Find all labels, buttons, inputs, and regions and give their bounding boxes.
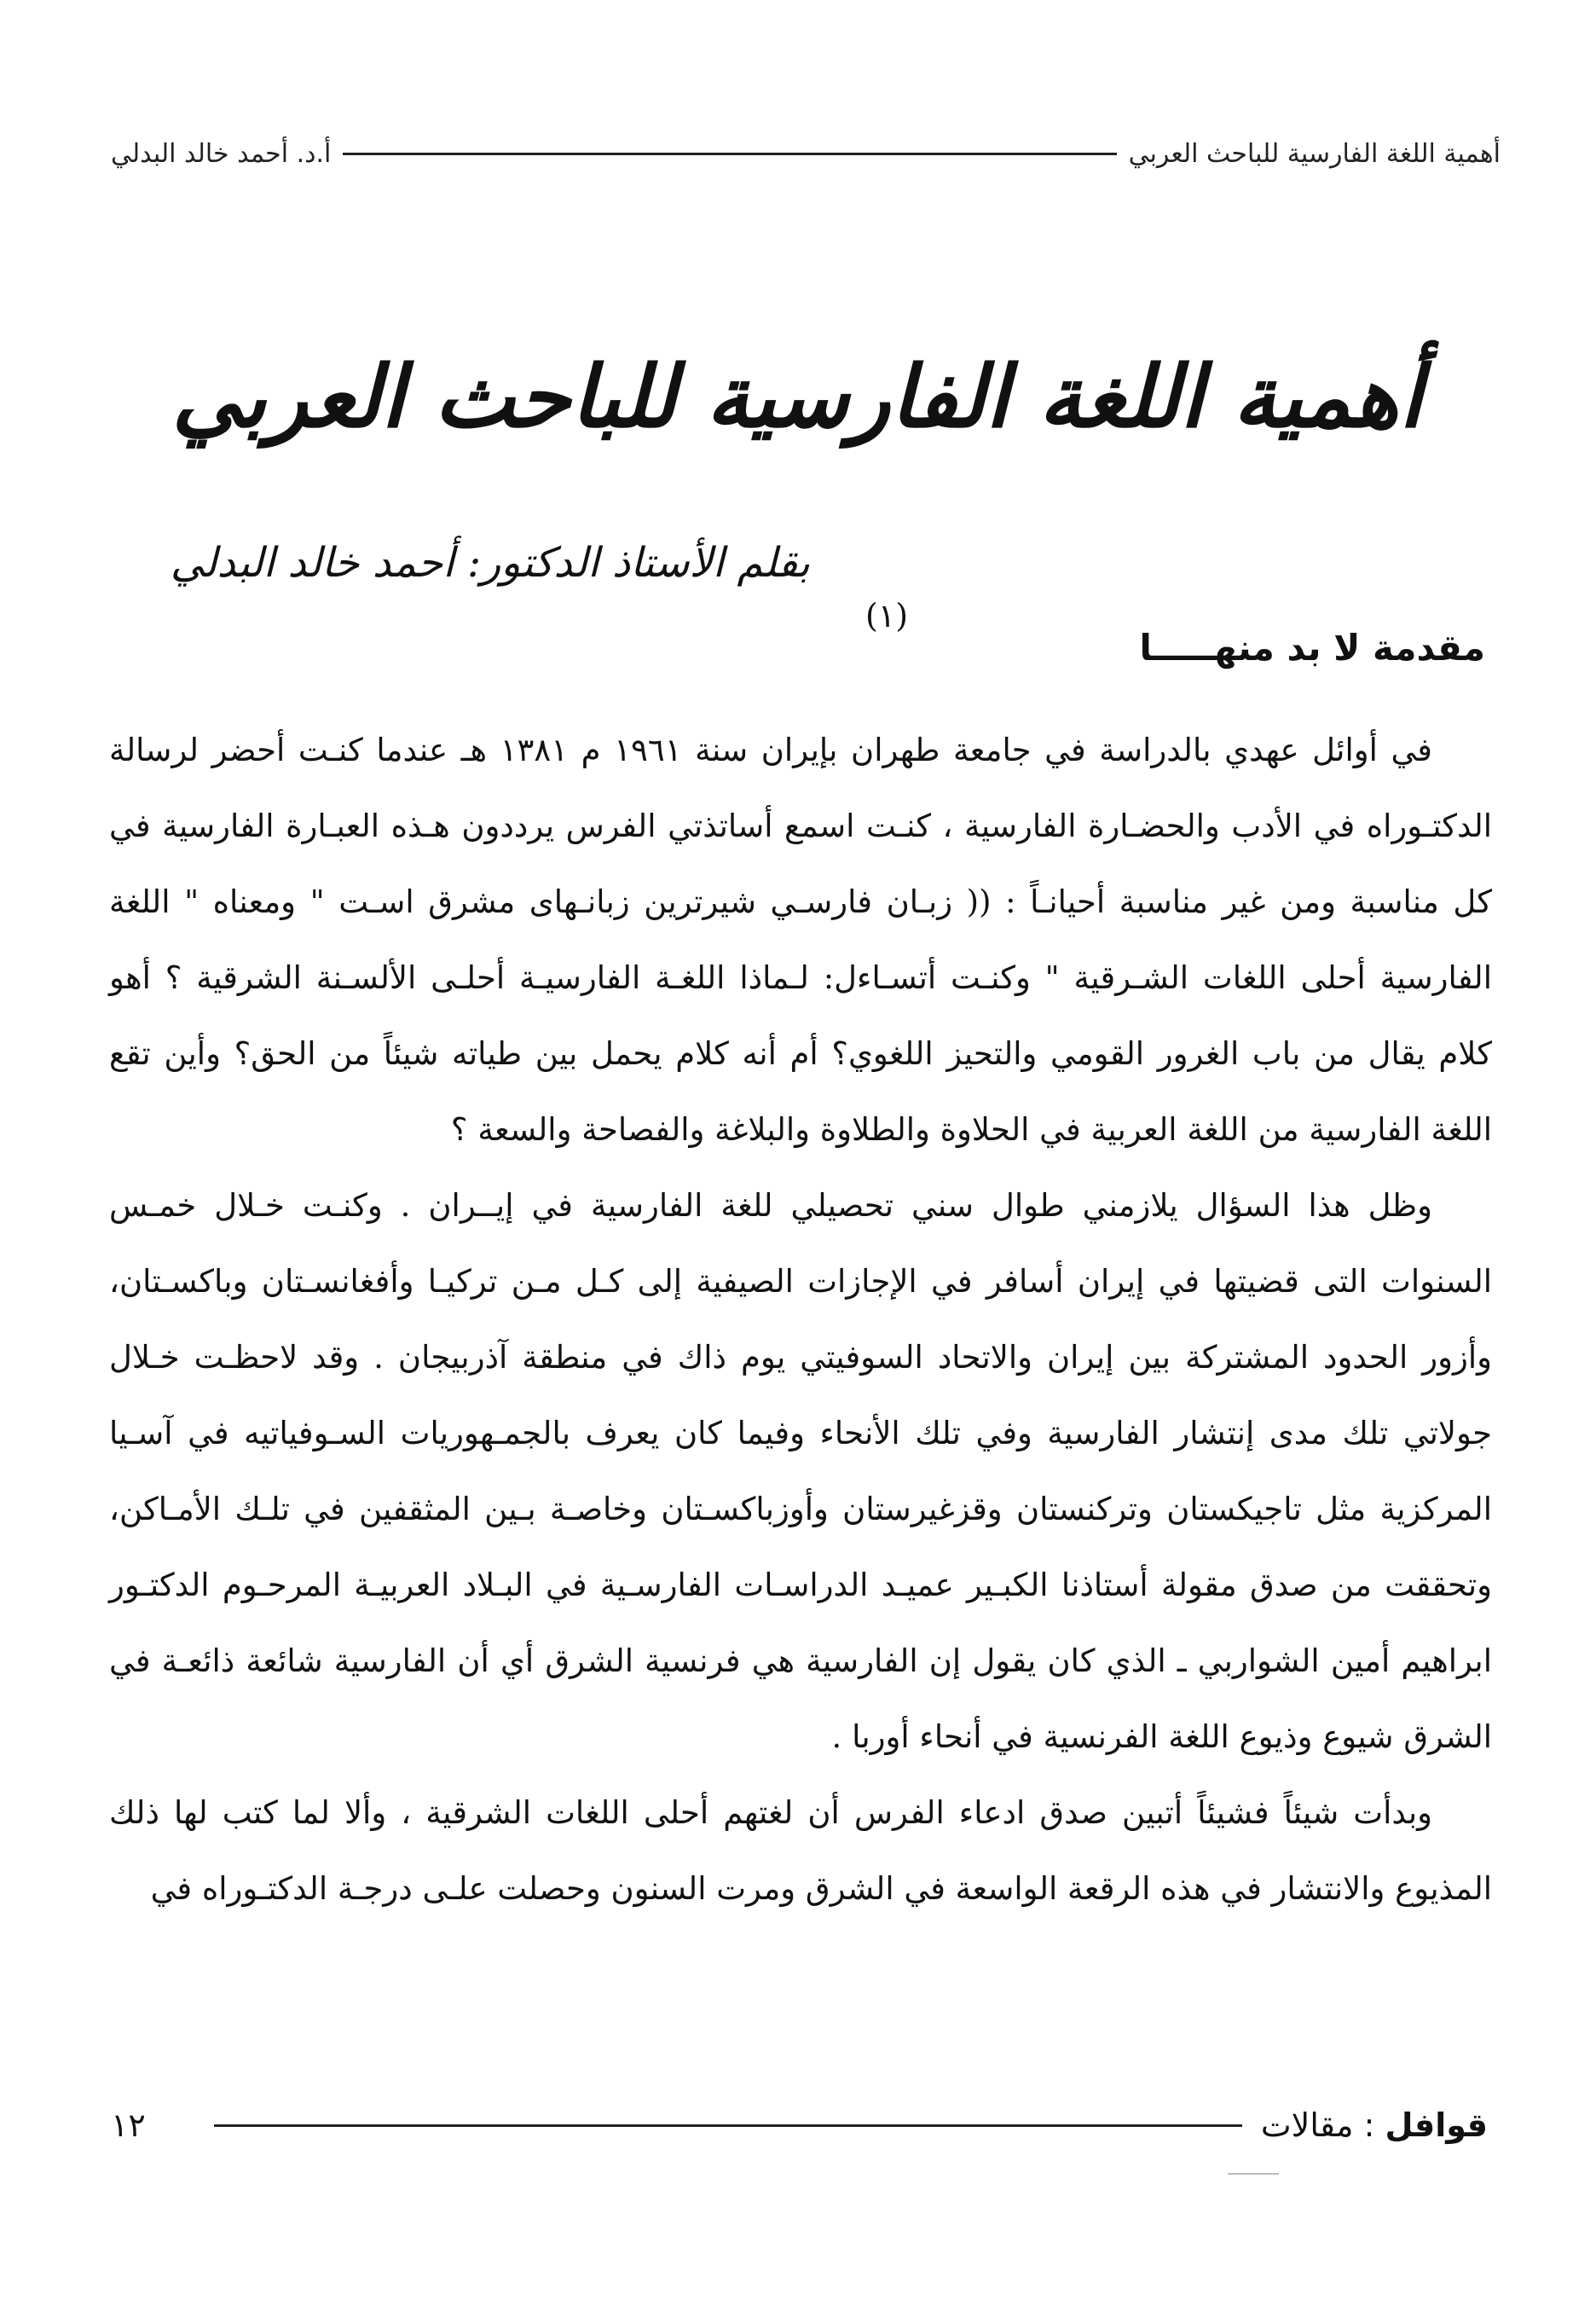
running-title: أهمية اللغة الفارسية للباحث العربي [1128, 138, 1501, 169]
paragraph-3: وبدأت شيئاً فشيئاً أتبين صدق ادعاء الفرس أن لغتهم أحلى اللغات الشرقية ، وألا لما كتب لها ذلك المذيوع والانتشار في هذه الرقعة الواسعة في الشرق ومرت السنون وحصلت علـى درجـة الدكتـوراه في [109, 1794, 1492, 1907]
header-rule [343, 153, 1116, 155]
page-number: ١٢ [111, 2106, 146, 2144]
article-title: أهمية اللغة الفارسية للباحث العربي [171, 346, 1423, 447]
footer-separator: : [1353, 2106, 1385, 2144]
footer-label [1261, 2106, 1488, 2144]
journal-name: قوافل [1385, 2106, 1488, 2144]
section-heading: مقدمة لا بد منهـــــا [1139, 627, 1485, 669]
footnote-marker: (١) [864, 597, 909, 634]
running-author: أ.د. أحمد خالد البدلي [111, 138, 332, 169]
byline: بقلم الأستاذ الدكتور: أحمد خالد البدلي [170, 539, 810, 587]
paragraph-1: في أوائل عهدي بالدراسة في جامعة طهران بإيران سنة ١٩٦١ م ١٣٨١ هـ عندما كنـت أحضر لرسالة الدكتـوراه في الأدب والحضـارة الفارسية ، كنـت اسمع أساتذتي الفرس يرددون هـذه العبـارة الفارسية في كل مناسبة ومن غير مناسبة أحيانـاً : (( زبـان فارسـي شيرترين زبانـهاى مشرق اسـت " ومعناه " اللغة الفارسية أحلى اللغات الشـرقية " وكنـت أتسـاءل: لـماذا اللغـة الفارسيـة أحلـى الألسـنة الشرقية ؟ أهو كلام يقال من باب الغرور القومي والتحيز اللغوي؟ أم أنه كلام يحمل بين طياته شيئاً من الحق؟ وأين تقع اللغة الفارسية من اللغة العربية في الحلاوة والطلاوة والبلاغة والفصاحة والسعة ؟ [109, 732, 1492, 1148]
footer-section: مقالات [1260, 2106, 1354, 2144]
body-text [109, 712, 1492, 1926]
running-header [111, 128, 1501, 179]
footer-rule [214, 2124, 1242, 2127]
paragraph-2: وظل هذا السؤال يلازمني طوال سني تحصيلي للغة الفارسية في إيــران . وكنـت خـلال خمـس السنوات التى قضيتها في إيران أسافر في الإجازات الصيفية إلى كـل مـن تركيـا وأفغانسـتان وباكسـتان، وأزور الحدود المشتركة بين إيران والاتحاد السوفيتي يوم ذاك في منطقة آذربيجان . وقد لاحظـت خـلال جولاتي تلك مدى إنتشار الفارسية وفي تلك الأنحاء وفيما كان يعرف بالجمـهوريات السـوفياتيه في آسـيا المركزية مثل تاجيكستان وتركنستان وقزغيرستان وأوزباكسـتان وخاصـة بـين المثقفين في تلـك الأمـاكن، وتحققت من صدق مقولة أستاذنا الكبـير عميـد الدراسـات الفارسـية في البـلاد العربيـة المرحـوم الدكتـور ابراهيم أمين الشواربي ـ الذي كان يقول إن الفارسية هي فرنسية الشرق أي أن الفارسية شائعة ذائعـة في الشرق شيوع وذيوع اللغة الفرنسية في أنحاء أوربا . [109, 1187, 1492, 1755]
running-footer [111, 2100, 1488, 2151]
scan-mark [1228, 2173, 1279, 2175]
